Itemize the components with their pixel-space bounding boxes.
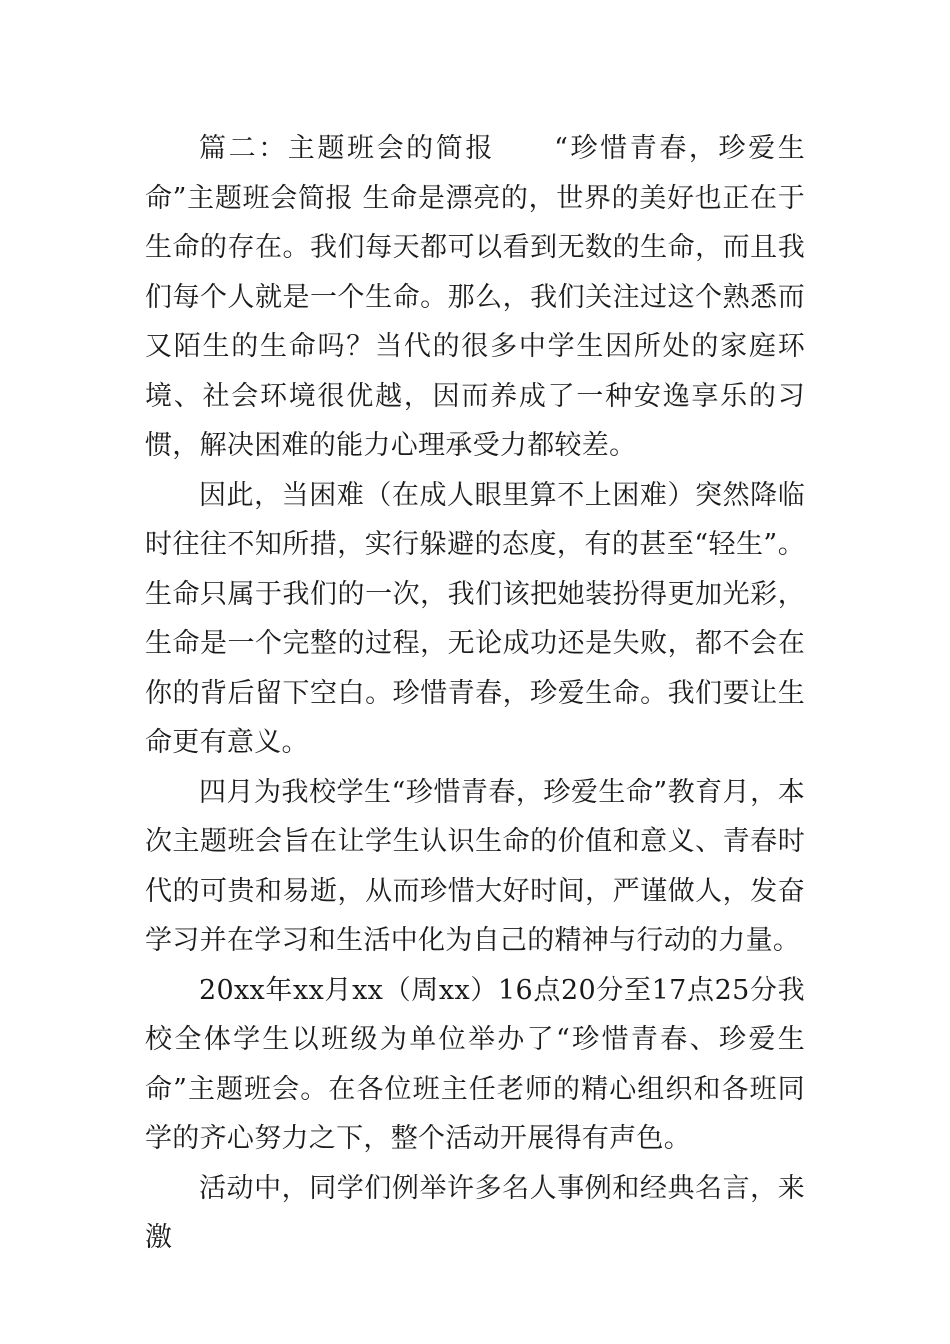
paragraph-3: 四月为我校学生“珍惜青春，珍爱生命”教育月，本次主题班会旨在让学生认识生命的价值和意义、青春时代的可贵和易逝，从而珍惜大好时间，严谨做人，发奋学习并在学习和生活中化为自己的精神与行动的力量。 <box>145 776 805 956</box>
paragraph-2: 因此，当困难（在成人眼里算不上困难）突然降临时往往不知所措，实行躲避的态度，有的甚至“轻生”。生命只属于我们的一次，我们该把她装扮得更加光彩，生命是一个完整的过程，无论成功还是失败，都不会在你的背后留下空白。珍惜青春，珍爱生命。我们要让生命更有意义。 <box>145 479 805 758</box>
paragraph-1: 篇二：主题班会的简报 “珍惜青春，珍爱生命”主题班会简报 生命是漂亮的，世界的美好也正在于生命的存在。我们每天都可以看到无数的生命，而且我们每个人就是一个生命。那么，我们关注过这个熟悉而又陌生的生命吗？当代的很多中学生因所处的家庭环境、社会环境很优越，因而养成了一种安逸享乐的习惯，解决困难的能力心理承受力都较差。 <box>145 133 805 461</box>
paragraph-5: 活动中，同学们例举许多名人事例和经典名言，来激 <box>145 1172 805 1253</box>
paragraph-4: 20xx年xx月xx（周xx）16点20分至17点25分我校全体学生以班级为单位举办了“珍惜青春、珍爱生命”主题班会。在各位班主任老师的精心组织和各班同学的齐心努力之下，整个活动开展得有声色。 <box>145 974 805 1154</box>
document-body <box>145 124 805 1263</box>
